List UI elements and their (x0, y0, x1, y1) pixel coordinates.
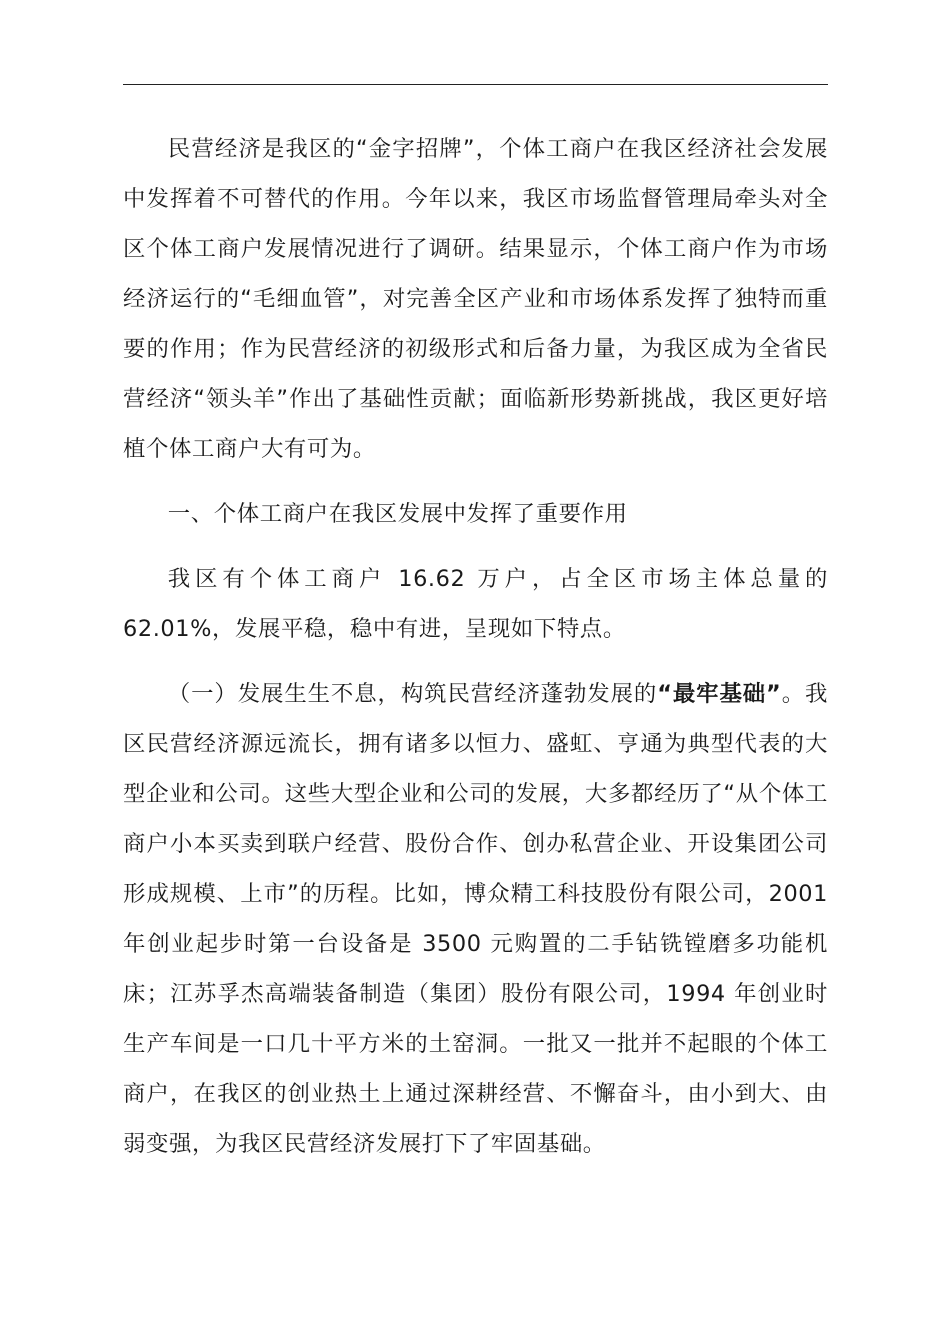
subsection-body: 。我区民营经济源远流长，拥有诸多以恒力、盛虹、亨通为典型代表的大型企业和公司。这些大型企业和公司的发展，大多都经历了“从个体工商户小本买卖到联户经营、股份合作、创办私营企业、开设集团公司形成规模、上市”的历程。比如，博众精工科技股份有限公司，2001 年创业起步时第一台设备是 3500 元购置的二手钻铣镗磨多功能机床；江苏孚杰高端装备制造（集团）股份有限公司，1994 年创业时生产车间是一口几十平方米的土窑洞。一批又一批并不起眼的个体工商户，在我区的创业热土上通过深耕经营、不懈奋斗，由小到大、由弱变强，为我区民营经济发展打下了牢固基础。 (123, 681, 828, 1157)
header-rule (123, 84, 828, 85)
paragraph-subsection-1 (123, 669, 828, 1169)
document-body (123, 124, 828, 1169)
subsection-emphasis: “最牢基础” (657, 681, 782, 707)
subsection-lead: （一）发展生生不息，构筑民营经济蓬勃发展的 (167, 681, 658, 707)
section-heading: 一、个体工商户在我区发展中发挥了重要作用 (167, 501, 628, 527)
paragraph-overview: 我区有个体工商户 16.62 万户，占全区市场主体总量的 62.01%，发展平稳，稳中有进，呈现如下特点。 (123, 566, 828, 642)
paragraph-intro: 民营经济是我区的“金字招牌”，个体工商户在我区经济社会发展中发挥着不可替代的作用。今年以来，我区市场监督管理局牵头对全区个体工商户发展情况进行了调研。结果显示，个体工商户作为市场经济运行的“毛细血管”，对完善全区产业和市场体系发挥了独特而重要的作用；作为民营经济的初级形式和后备力量，为我区成为全省民营经济“领头羊”作出了基础性贡献；面临新形势新挑战，我区更好培植个体工商户大有可为。 (123, 136, 828, 462)
